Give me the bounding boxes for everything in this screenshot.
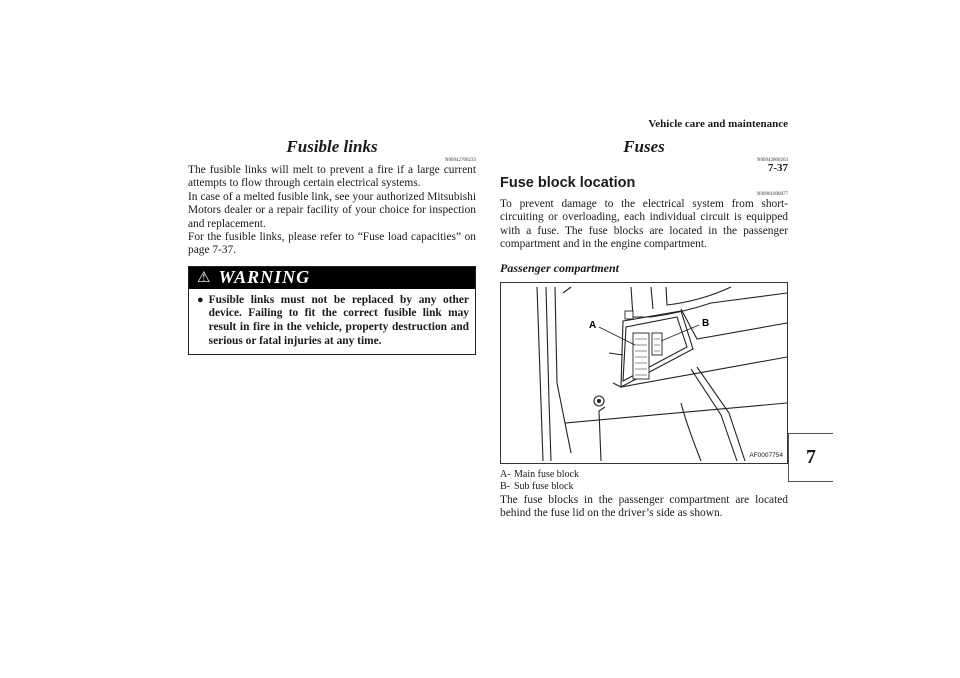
subsection-title: Fuse block location — [500, 175, 636, 191]
section-code: N00942700233 — [444, 158, 476, 163]
paragraph: To prevent damage to the electrical system from short-circuiting or overloading, each individual circuit is equipped with a fuse. The fuse blocks are located in the passenger compartment and in the engine compartment. — [500, 198, 788, 251]
right-column — [500, 136, 788, 520]
running-header: Vehicle care and maintenance — [648, 118, 788, 130]
paragraph: The fusible links will melt to prevent a fire if a large current attempts to flow through certain electrical systems. — [188, 164, 476, 190]
legend-text: Main fuse block — [514, 468, 579, 480]
subsection-code: N00901000077 — [756, 192, 788, 197]
warning-body — [189, 289, 475, 354]
passenger-compartment-heading: Passenger compartment — [500, 260, 619, 275]
figure-label-a: A — [589, 319, 597, 331]
legend-item — [500, 481, 788, 494]
section-title-fuses: Fuses — [623, 137, 665, 156]
legend-key: A- — [500, 468, 511, 480]
paragraph: In case of a melted fusible link, see your authorized Mitsubishi Motors dealer or a repair facility of your choice for inspection and replacement. — [188, 190, 476, 230]
warning-triangle-icon: ⚠ — [197, 270, 211, 287]
legend-key: B- — [500, 481, 510, 493]
paragraph: For the fusible links, please refer to “Fuse load capacities” on page 7-37. — [188, 231, 476, 257]
page-number: 7-37 — [767, 162, 788, 174]
bullet-icon: ● — [197, 293, 204, 306]
warning-header — [189, 267, 475, 289]
figure-code: AF0007754 — [749, 451, 783, 459]
legend-item — [500, 469, 788, 482]
fuse-panel-illustration — [501, 283, 787, 463]
figure-label-b: B — [702, 317, 710, 329]
chapter-tab: 7 — [788, 433, 833, 482]
section-title-fusible-links: Fusible links — [286, 137, 378, 156]
figure-legend — [500, 469, 788, 494]
warning-box — [188, 266, 476, 355]
paragraph: The fuse blocks in the passenger compartment are located behind the fuse lid on the driver’s side as shown. — [500, 493, 788, 520]
legend-text: Sub fuse block — [514, 481, 574, 493]
left-column — [188, 136, 476, 355]
section-code: N00942800263 — [756, 158, 788, 163]
warning-label: WARNING — [218, 267, 311, 288]
warning-text: Fusible links must not be replaced by any other device. Failing to fit the correct fusible link may result in fire in the vehicle, property destruction and serious or fatal injuries at any time. — [208, 293, 469, 347]
fuse-location-figure — [500, 282, 788, 464]
